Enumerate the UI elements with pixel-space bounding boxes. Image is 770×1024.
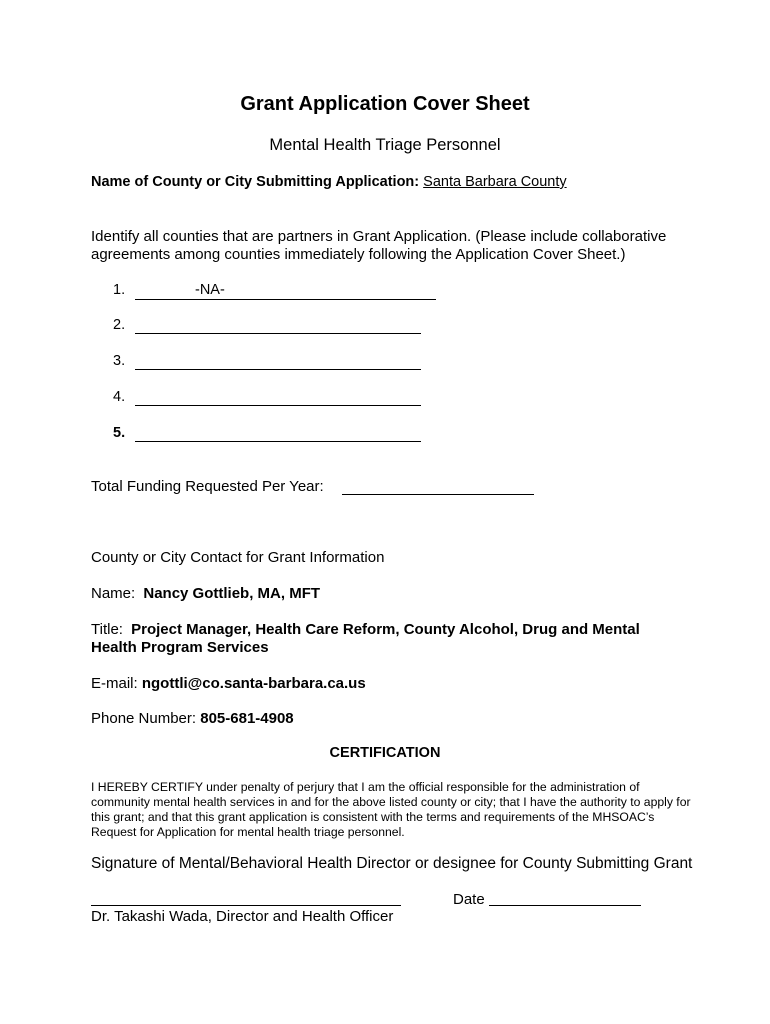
signature-prompt: Signature of Mental/Behavioral Health Director or designee for County Submitting Grant: [91, 855, 693, 872]
funding-label: Total Funding Requested Per Year:: [91, 478, 324, 495]
certification-text: I HEREBY CERTIFY under penalty of perjury that I am the official responsible for the administration of community mental health services in and for the above listed county or city; that I have the authority to apply for this grant; and that this grant application is consistent with the terms and requirements of the MHSOAC’s Request for Application for mental health triage personnel.: [91, 780, 691, 839]
partner-number-3: 3.: [113, 353, 126, 369]
partner-number-1: 1.: [113, 282, 126, 298]
contact-name-value: Nancy Gottlieb, MA, MFT: [143, 585, 321, 602]
contact-email-value[interactable]: ngottli@co.santa-barbara.ca.us: [141, 675, 366, 692]
document-title: Grant Application Cover Sheet: [240, 93, 530, 115]
date-line[interactable]: [489, 905, 641, 906]
contact-title-value-line1: Project Manager, Health Care Reform, County Alcohol, Drug and Mental: [131, 621, 640, 638]
partner-value-1: -NA-: [195, 282, 225, 298]
partner-field-2[interactable]: [135, 316, 421, 334]
date-label: Date: [453, 891, 485, 908]
document-subtitle: Mental Health Triage Personnel: [269, 136, 501, 154]
contact-phone-label: Phone Number:: [91, 710, 197, 727]
applicant-label: Name of County or City Submitting Application:: [91, 174, 420, 190]
partner-number-5: 5.: [113, 425, 126, 441]
partner-field-3[interactable]: [135, 352, 421, 370]
contact-email-label: E-mail:: [91, 675, 138, 692]
partners-instructions-line1: Identify all counties that are partners in Grant Application. (Please include collaborative: [91, 228, 667, 245]
signer-name: Dr. Takashi Wada, Director and Health Officer: [91, 908, 394, 925]
certification-heading: CERTIFICATION: [329, 745, 441, 761]
partner-field-5[interactable]: [135, 424, 421, 442]
applicant-row: [91, 174, 567, 190]
contact-name-label: Name:: [91, 585, 136, 602]
contact-title-row: [91, 621, 640, 638]
partners-instructions-line2: agreements among counties immediately following the Application Cover Sheet.): [91, 246, 626, 263]
contact-title-label: Title:: [91, 621, 123, 638]
applicant-value[interactable]: Santa Barbara County: [423, 174, 567, 190]
partner-field-1[interactable]: [135, 282, 436, 300]
contact-phone-row: [91, 710, 294, 727]
partner-number-2: 2.: [113, 317, 126, 333]
contact-heading: County or City Contact for Grant Information: [91, 549, 385, 566]
contact-phone-value: 805-681-4908: [200, 710, 294, 727]
contact-email-row: [91, 675, 366, 692]
partner-field-4[interactable]: [135, 388, 421, 406]
funding-field[interactable]: [342, 477, 534, 495]
contact-title-value-line2: Health Program Services: [91, 639, 269, 656]
partner-number-4: 4.: [113, 389, 126, 405]
contact-name-row: [91, 585, 320, 602]
signature-line[interactable]: [91, 905, 401, 906]
